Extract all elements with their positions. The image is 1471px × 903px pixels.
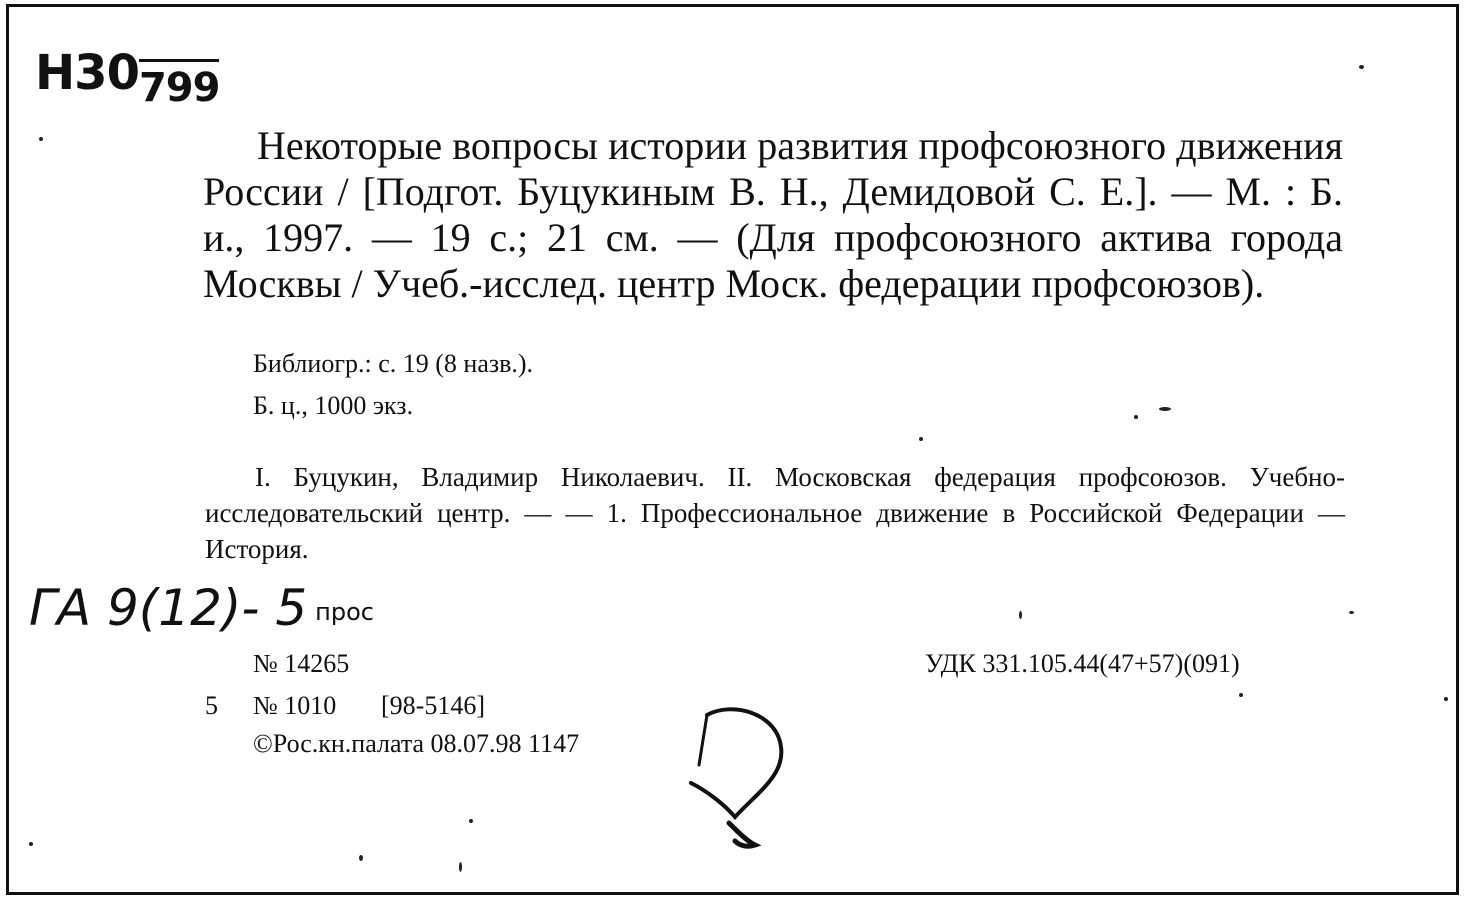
main-description: Некоторые вопросы истории развития профсоюзного движения России / [Подгот. Буцукиным В. Н., Демидовой С. Е.]. — М. : Б. и., 1997. — 19 с.; 21 см. — (Для профсоюзного актива города Москвы / Учеб.-исслед. центр Моск. федерации профсоюзов).	[203, 123, 1343, 306]
speck	[1444, 697, 1448, 701]
shelf-mark	[35, 45, 220, 111]
speck	[1019, 611, 1022, 619]
speck	[39, 137, 43, 141]
classification-extra: прос	[315, 597, 374, 626]
speck	[1349, 611, 1354, 614]
price-copies-note: Б. ц., 1000 экз.	[253, 391, 414, 420]
handwritten-mark-icon	[677, 705, 797, 865]
order-number: [98-5146]	[381, 691, 485, 720]
subject-entries: I. Буцукин, Владимир Николаевич. II. Московская федерация профсоюзов. Учебно-исследовательский центр. — — 1. Профессиональное движение в Российской Федерации — История.	[205, 462, 1345, 564]
speck	[919, 437, 923, 441]
speck	[1359, 65, 1364, 69]
catalog-card	[6, 4, 1459, 895]
speck	[359, 855, 363, 861]
speck	[1134, 415, 1138, 419]
lead-digit: 5	[205, 691, 218, 720]
shelf-mark-number: 799	[138, 65, 220, 111]
speck	[459, 862, 462, 872]
speck	[469, 819, 473, 823]
shelf-mark-prefix: Н30	[35, 45, 139, 101]
record-number: № 14265	[253, 649, 350, 678]
speck	[1159, 407, 1171, 411]
bibliography-note: Библиогр.: с. 19 (8 назв.).	[253, 349, 534, 378]
udk-code: УДК 331.105.44(47+57)(091)	[925, 649, 1240, 678]
classification-code	[29, 579, 374, 637]
classification-code-text: ГА 9(12)- 5	[29, 579, 308, 637]
speck	[1239, 693, 1243, 697]
copyright-line: ©Рос.кн.палата 08.07.98 1147	[253, 729, 580, 758]
record-number-2: № 1010	[253, 691, 337, 720]
speck	[29, 842, 33, 846]
